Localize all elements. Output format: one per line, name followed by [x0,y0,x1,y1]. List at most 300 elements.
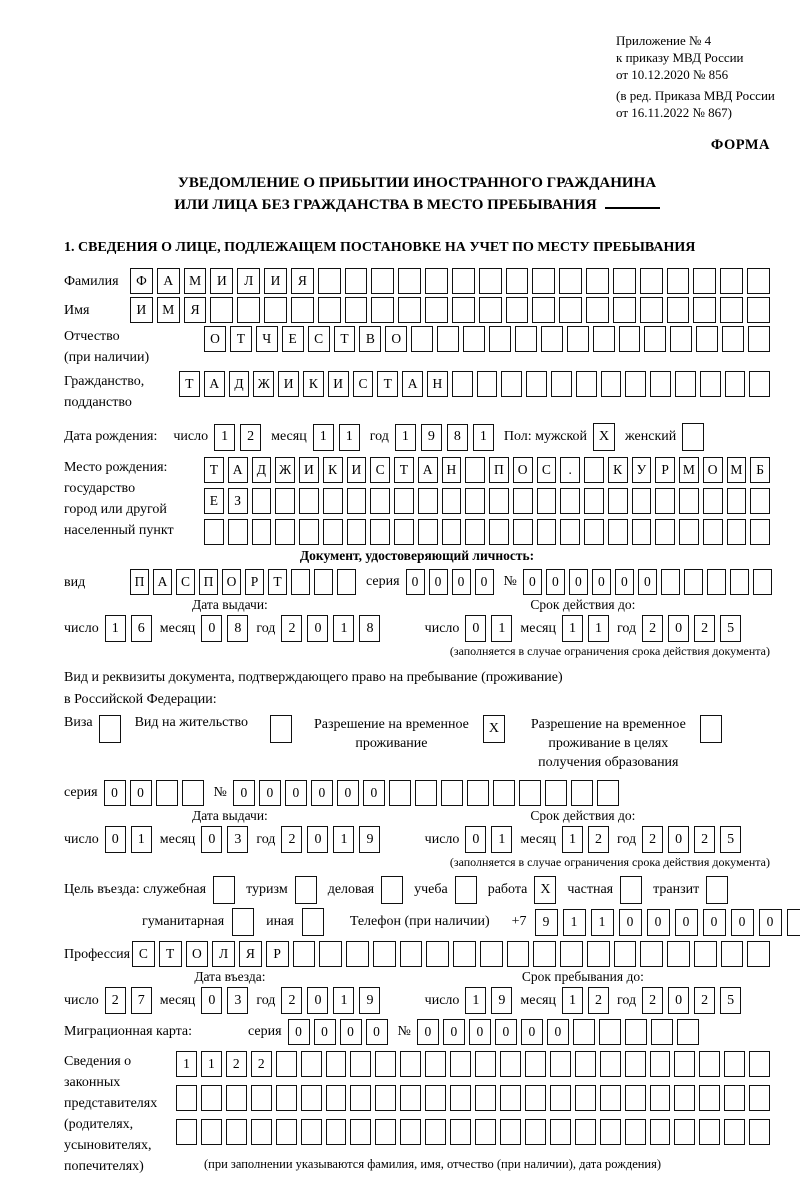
char-box[interactable] [632,488,652,514]
char-box[interactable]: 0 [130,780,152,806]
char-box[interactable] [545,780,567,806]
char-box[interactable] [750,519,770,545]
char-box[interactable] [418,519,438,545]
char-box[interactable] [720,268,743,294]
char-box[interactable] [500,1085,521,1111]
char-box[interactable] [670,326,692,352]
char-box[interactable] [400,1119,421,1145]
char-box[interactable]: 3 [227,826,248,853]
char-box[interactable] [500,1051,521,1077]
purpose-private-checkbox[interactable] [620,876,642,904]
char-box[interactable] [640,268,663,294]
char-box[interactable] [299,488,319,514]
char-box[interactable] [226,1085,247,1111]
res-issue-month-input[interactable] [201,826,248,853]
char-box[interactable] [318,297,341,323]
char-box[interactable]: И [299,457,319,483]
char-box[interactable]: 9 [421,424,442,451]
char-box[interactable] [682,423,704,451]
char-box[interactable] [467,780,489,806]
char-box[interactable]: Я [291,268,314,294]
char-box[interactable] [323,488,343,514]
char-box[interactable]: 0 [233,780,255,806]
char-box[interactable] [251,1085,272,1111]
entry-day-input[interactable] [105,987,152,1014]
char-box[interactable] [587,941,610,967]
char-box[interactable] [551,371,572,397]
char-box[interactable] [375,1119,396,1145]
char-box[interactable] [350,1051,371,1077]
char-box[interactable] [201,1119,222,1145]
char-box[interactable] [371,297,394,323]
res-issue-year-input[interactable] [281,826,380,853]
char-box[interactable]: М [727,457,747,483]
char-box[interactable] [614,941,637,967]
char-box[interactable] [608,488,628,514]
char-box[interactable] [613,268,636,294]
char-box[interactable] [415,780,437,806]
char-box[interactable] [500,1119,521,1145]
char-box[interactable] [584,488,604,514]
char-box[interactable] [575,1051,596,1077]
char-box[interactable] [326,1119,347,1145]
char-box[interactable]: П [489,457,509,483]
doc-type-input[interactable] [130,569,356,595]
char-box[interactable] [301,1085,322,1111]
char-box[interactable]: Л [237,268,260,294]
char-box[interactable] [724,1051,745,1077]
doc-series-input[interactable] [406,569,494,595]
char-box[interactable] [640,297,663,323]
char-box[interactable]: И [278,371,299,397]
doc-issue-day-input[interactable] [105,615,152,642]
char-box[interactable]: Б [750,457,770,483]
char-box[interactable]: О [222,569,241,595]
char-box[interactable] [450,1085,471,1111]
char-box[interactable] [650,1085,671,1111]
char-box[interactable]: А [228,457,248,483]
char-box[interactable]: Р [655,457,675,483]
char-box[interactable] [699,1051,720,1077]
char-box[interactable]: Д [252,457,272,483]
char-box[interactable] [625,1085,646,1111]
char-box[interactable] [573,1019,595,1045]
char-box[interactable] [703,488,723,514]
char-box[interactable]: 0 [259,780,281,806]
char-box[interactable] [228,519,248,545]
char-box[interactable]: 2 [642,615,663,642]
char-box[interactable] [452,268,475,294]
char-box[interactable]: 7 [131,987,152,1014]
char-box[interactable]: С [353,371,374,397]
char-box[interactable]: 2 [105,987,126,1014]
purpose-work-checkbox[interactable] [534,876,556,904]
char-box[interactable]: 0 [495,1019,517,1045]
char-box[interactable] [276,1119,297,1145]
char-box[interactable] [625,1051,646,1077]
char-box[interactable] [787,909,800,936]
char-box[interactable] [251,1119,272,1145]
char-box[interactable] [425,1119,446,1145]
char-box[interactable]: 2 [588,987,609,1014]
char-box[interactable] [693,268,716,294]
profession-input[interactable] [132,941,770,967]
char-box[interactable]: 0 [340,1019,362,1045]
char-box[interactable] [667,297,690,323]
char-box[interactable] [584,457,604,483]
char-box[interactable] [347,488,367,514]
char-box[interactable] [301,1119,322,1145]
doc-valid-day-input[interactable] [465,615,512,642]
char-box[interactable] [722,326,744,352]
char-box[interactable]: 0 [469,1019,491,1045]
res-series-input[interactable] [104,780,204,806]
char-box[interactable] [452,371,473,397]
char-box[interactable]: 5 [720,615,741,642]
char-box[interactable]: 0 [201,615,222,642]
char-box[interactable] [694,941,717,967]
char-box[interactable]: 5 [720,987,741,1014]
char-box[interactable] [537,488,557,514]
char-box[interactable] [301,1051,322,1077]
char-box[interactable] [345,268,368,294]
char-box[interactable]: 1 [105,615,126,642]
char-box[interactable] [394,488,414,514]
char-box[interactable] [318,268,341,294]
char-box[interactable]: 8 [447,424,468,451]
char-box[interactable]: С [132,941,155,967]
doc-number-input[interactable] [523,569,772,595]
char-box[interactable]: 9 [359,826,380,853]
char-box[interactable] [201,1085,222,1111]
char-box[interactable]: Ч [256,326,278,352]
char-box[interactable]: И [328,371,349,397]
char-box[interactable] [370,488,390,514]
char-box[interactable]: О [204,326,226,352]
char-box[interactable] [651,1019,673,1045]
char-box[interactable] [513,488,533,514]
char-box[interactable] [347,519,367,545]
char-box[interactable] [506,297,529,323]
char-box[interactable] [749,371,770,397]
char-box[interactable]: 0 [546,569,565,595]
char-box[interactable] [425,268,448,294]
name-input[interactable] [130,297,770,323]
char-box[interactable] [559,297,582,323]
char-box[interactable]: С [370,457,390,483]
residence-permit-checkbox[interactable] [270,715,292,743]
char-box[interactable] [679,519,699,545]
char-box[interactable] [748,326,770,352]
doc-issue-month-input[interactable] [201,615,248,642]
char-box[interactable] [750,488,770,514]
char-box[interactable] [326,1085,347,1111]
stay-month-input[interactable] [562,987,609,1014]
char-box[interactable] [560,488,580,514]
char-box[interactable]: У [632,457,652,483]
purpose-study-checkbox[interactable] [455,876,477,904]
char-box[interactable]: И [130,297,153,323]
char-box[interactable] [370,519,390,545]
char-box[interactable]: 0 [443,1019,465,1045]
char-box[interactable] [600,1119,621,1145]
char-box[interactable] [452,297,475,323]
char-box[interactable] [706,876,728,904]
entry-month-input[interactable] [201,987,248,1014]
char-box[interactable] [550,1051,571,1077]
char-box[interactable]: К [608,457,628,483]
char-box[interactable] [425,297,448,323]
purpose-tourism-checkbox[interactable] [295,876,317,904]
sex-male-checkbox[interactable] [593,423,615,451]
char-box[interactable] [560,941,583,967]
char-box[interactable]: О [703,457,723,483]
char-box[interactable]: 0 [465,826,486,853]
char-box[interactable] [346,941,369,967]
char-box[interactable]: 0 [105,826,126,853]
char-box[interactable] [455,876,477,904]
char-box[interactable] [425,1085,446,1111]
char-box[interactable]: 0 [307,826,328,853]
char-box[interactable]: X [534,876,556,904]
char-box[interactable] [418,488,438,514]
char-box[interactable]: 1 [201,1051,222,1077]
char-box[interactable]: Л [212,941,235,967]
char-box[interactable] [411,326,433,352]
char-box[interactable] [696,326,718,352]
char-box[interactable]: Т [377,371,398,397]
char-box[interactable] [450,1119,471,1145]
temp-residence-edu-checkbox[interactable] [700,715,722,743]
char-box[interactable] [727,519,747,545]
char-box[interactable]: 1 [491,826,512,853]
char-box[interactable]: Т [204,457,224,483]
char-box[interactable] [400,1051,421,1077]
surname-input[interactable] [130,268,770,294]
char-box[interactable] [400,941,423,967]
char-box[interactable] [475,1085,496,1111]
char-box[interactable]: Е [282,326,304,352]
char-box[interactable]: 1 [333,987,354,1014]
char-box[interactable]: 0 [592,569,611,595]
char-box[interactable]: 0 [668,987,689,1014]
char-box[interactable]: 0 [759,909,782,936]
char-box[interactable] [667,268,690,294]
char-box[interactable]: 1 [562,615,583,642]
char-box[interactable] [613,297,636,323]
char-box[interactable] [275,488,295,514]
char-box[interactable]: М [157,297,180,323]
char-box[interactable] [749,1085,770,1111]
char-box[interactable]: 9 [491,987,512,1014]
char-box[interactable] [655,488,675,514]
char-box[interactable] [182,780,204,806]
char-box[interactable] [699,1119,720,1145]
char-box[interactable]: 0 [731,909,754,936]
char-box[interactable] [226,1119,247,1145]
res-valid-year-input[interactable] [642,826,741,853]
char-box[interactable]: 0 [475,569,494,595]
char-box[interactable] [526,371,547,397]
phone-input[interactable] [535,909,800,936]
char-box[interactable] [507,941,530,967]
res-valid-day-input[interactable] [465,826,512,853]
char-box[interactable] [373,941,396,967]
char-box[interactable]: 1 [562,987,583,1014]
char-box[interactable]: 2 [251,1051,272,1077]
char-box[interactable]: Т [394,457,414,483]
char-box[interactable] [667,941,690,967]
char-box[interactable]: 2 [281,826,302,853]
char-box[interactable] [479,297,502,323]
char-box[interactable] [463,326,485,352]
char-box[interactable] [442,519,462,545]
doc-valid-year-input[interactable] [642,615,741,642]
char-box[interactable] [571,780,593,806]
char-box[interactable]: 0 [311,780,333,806]
char-box[interactable] [275,519,295,545]
char-box[interactable]: 0 [307,987,328,1014]
char-box[interactable]: П [199,569,218,595]
char-box[interactable] [533,941,556,967]
char-box[interactable] [532,297,555,323]
char-box[interactable]: 0 [668,615,689,642]
char-box[interactable] [489,519,509,545]
char-box[interactable] [319,941,342,967]
char-box[interactable] [655,519,675,545]
char-box[interactable]: 1 [395,424,416,451]
char-box[interactable] [650,1051,671,1077]
birth-year-input[interactable] [395,424,494,451]
char-box[interactable]: 0 [615,569,634,595]
birth-place-line2-input[interactable] [204,488,770,514]
char-box[interactable] [593,326,615,352]
citizenship-input[interactable] [179,371,770,397]
char-box[interactable]: 1 [131,826,152,853]
char-box[interactable] [210,297,233,323]
char-box[interactable] [525,1051,546,1077]
char-box[interactable]: С [537,457,557,483]
char-box[interactable]: М [679,457,699,483]
char-box[interactable] [586,297,609,323]
birth-month-input[interactable] [313,424,360,451]
char-box[interactable]: 1 [333,826,354,853]
char-box[interactable] [525,1119,546,1145]
char-box[interactable] [640,941,663,967]
char-box[interactable] [394,519,414,545]
char-box[interactable] [749,1119,770,1145]
char-box[interactable]: 0 [569,569,588,595]
char-box[interactable] [541,326,563,352]
char-box[interactable] [625,1019,647,1045]
mig-series-input[interactable] [288,1019,388,1045]
char-box[interactable]: 1 [588,615,609,642]
char-box[interactable] [679,488,699,514]
mig-number-input[interactable] [417,1019,699,1045]
purpose-transit-checkbox[interactable] [706,876,728,904]
char-box[interactable]: О [186,941,209,967]
char-box[interactable] [753,569,772,595]
char-box[interactable] [276,1085,297,1111]
char-box[interactable] [442,488,462,514]
char-box[interactable] [747,941,770,967]
char-box[interactable]: 0 [285,780,307,806]
char-box[interactable] [480,941,503,967]
char-box[interactable]: 8 [359,615,380,642]
char-box[interactable] [721,941,744,967]
char-box[interactable] [625,371,646,397]
char-box[interactable]: 1 [176,1051,197,1077]
char-box[interactable]: 0 [288,1019,310,1045]
patronymic-input[interactable] [204,326,770,352]
entry-year-input[interactable] [281,987,380,1014]
char-box[interactable] [176,1085,197,1111]
char-box[interactable] [674,1051,695,1077]
char-box[interactable]: К [303,371,324,397]
char-box[interactable] [276,1051,297,1077]
char-box[interactable] [532,268,555,294]
char-box[interactable]: 0 [366,1019,388,1045]
char-box[interactable]: X [593,423,615,451]
char-box[interactable]: Ф [130,268,153,294]
char-box[interactable] [620,876,642,904]
char-box[interactable] [560,519,580,545]
res-issue-day-input[interactable] [105,826,152,853]
char-box[interactable] [601,371,622,397]
char-box[interactable] [597,780,619,806]
char-box[interactable] [295,876,317,904]
doc-valid-month-input[interactable] [562,615,609,642]
char-box[interactable]: Ж [275,457,295,483]
char-box[interactable] [176,1119,197,1145]
char-box[interactable] [625,1119,646,1145]
char-box[interactable] [519,780,541,806]
purpose-other-checkbox[interactable] [302,908,324,936]
char-box[interactable]: И [347,457,367,483]
char-box[interactable] [425,1051,446,1077]
char-box[interactable]: 0 [429,569,448,595]
char-box[interactable]: 3 [227,987,248,1014]
char-box[interactable] [575,1085,596,1111]
char-box[interactable] [720,297,743,323]
purpose-humanitarian-checkbox[interactable] [232,908,254,936]
char-box[interactable] [674,1085,695,1111]
char-box[interactable] [232,908,254,936]
char-box[interactable] [650,371,671,397]
char-box[interactable]: 1 [491,615,512,642]
char-box[interactable]: А [153,569,172,595]
char-box[interactable] [479,268,502,294]
char-box[interactable] [213,876,235,904]
char-box[interactable] [326,1051,347,1077]
char-box[interactable] [371,268,394,294]
char-box[interactable] [550,1085,571,1111]
char-box[interactable] [441,780,463,806]
char-box[interactable] [537,519,557,545]
char-box[interactable]: 9 [359,987,380,1014]
char-box[interactable]: 2 [694,615,715,642]
char-box[interactable] [314,569,333,595]
char-box[interactable]: А [157,268,180,294]
char-box[interactable]: Р [266,941,289,967]
char-box[interactable]: 6 [131,615,152,642]
char-box[interactable] [650,1119,671,1145]
char-box[interactable] [700,371,721,397]
char-box[interactable] [291,569,310,595]
char-box[interactable] [381,876,403,904]
char-box[interactable]: Т [230,326,252,352]
char-box[interactable]: Ж [253,371,274,397]
